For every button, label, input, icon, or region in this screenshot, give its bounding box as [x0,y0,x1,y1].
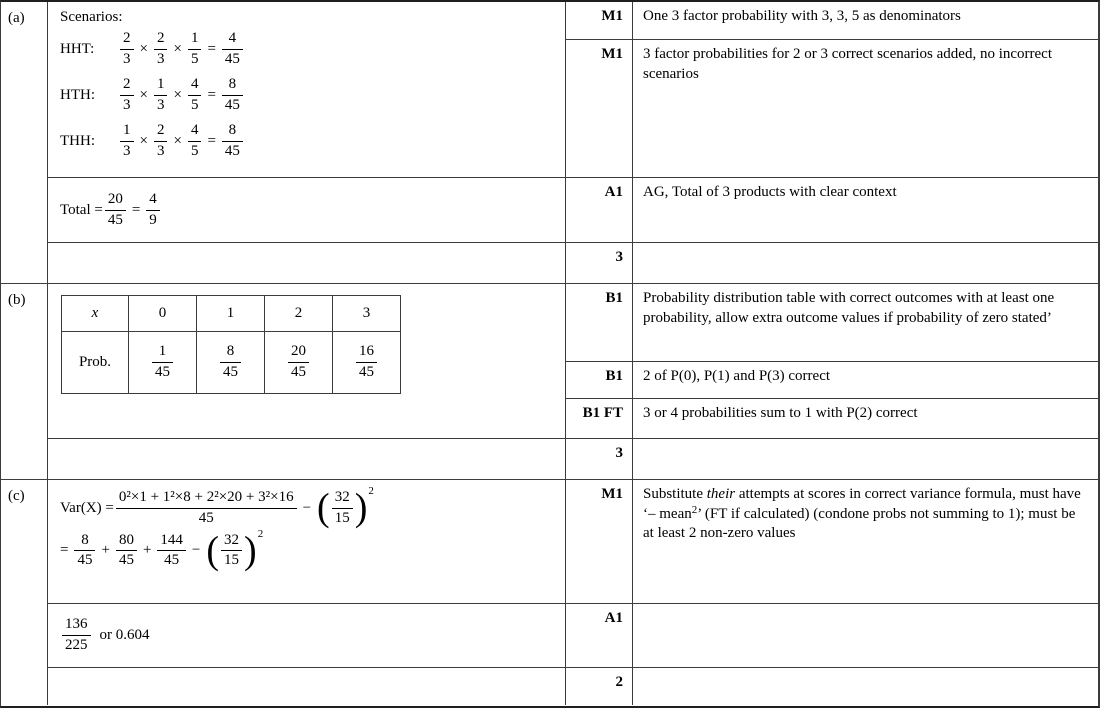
dist-header-row [62,296,401,332]
comment-a-2: 3 factor probabilities for 2 or 3 correct scenarios added, no incorrect scenarios [633,40,1098,178]
dist-x-value: 3 [333,296,401,332]
times-operator: × [173,86,182,103]
fraction: $\frac{136}{225}$ [62,617,91,654]
fraction: $\frac{\text{0²×1 + 1²×8 + 2²×20 + 3²×16}}{45}$ [116,490,297,527]
comment-segment-italic: their [706,486,736,502]
comment-c-3 [633,668,1098,705]
equals-operator: = [207,86,216,103]
comment-c-1 [633,480,1098,604]
minus-operator: − [302,499,312,516]
fraction: $\frac{1}{5}$ [188,31,202,68]
comment-a-3: AG, Total of 3 products with clear context [633,178,1098,243]
dist-prob-label: Prob. [62,332,129,394]
comment-segment: Substitute [643,486,707,502]
fraction: $\frac{32}{15}$ [221,533,242,570]
squared-parenthetical: ( $\frac{32}{15}$ ) 2 [317,485,374,530]
times-operator: × [173,132,182,149]
dist-prob-row [62,332,401,394]
fraction: $\frac{8}{45}$ [222,123,243,160]
plus-operator: + [101,542,110,559]
working-b-empty [48,439,566,479]
fraction: $\frac{144}{45}$ [157,533,186,570]
dist-x-label: x [62,296,129,332]
minus-operator: − [191,542,201,559]
comment-b-2: 2 of P(0), P(1) and P(3) correct [633,362,1098,399]
fraction: $\frac{1}{3}$ [120,123,134,160]
fraction: $\frac{4}{5}$ [188,77,202,114]
comment-a-4 [633,243,1098,283]
mark-a-1: M1 [566,2,633,40]
scenarios-title: Scenarios: [60,9,123,25]
fraction: $\frac{20}{45}$ [105,192,126,229]
comment-b-3: 3 or 4 probabilities sum to 1 with P(2) correct [633,399,1098,439]
dist-x-value: 1 [197,296,265,332]
equals-operator: = [131,201,141,218]
mark-a-total: 3 [566,243,633,283]
probability-distribution-table [61,295,401,394]
fraction: $\frac{1}{3}$ [154,77,168,114]
scenario-label: HTH: [60,86,95,103]
variance-formula-line [48,480,565,530]
scenario-label: THH: [60,132,95,149]
exponent: 2 [257,527,264,540]
dist-prob-value: $\frac{1}{45}$ [129,332,197,394]
working-a-empty [48,243,566,283]
scenario-label: HHT: [60,40,95,57]
section-c [1,479,1098,705]
equals-operator: = [207,40,216,57]
part-label-a: (a) [1,2,48,283]
squared-parenthetical: ( $\frac{32}{15}$ ) 2 [206,527,264,573]
times-operator: × [173,40,182,57]
equals-operator: = [60,542,69,559]
scenario-line-hht [48,26,565,72]
exponent: 2 [368,485,374,498]
total-label: Total = [60,201,103,218]
section-a [1,2,1098,283]
mark-c-2: A1 [566,604,633,668]
plus-operator: + [142,542,152,559]
mark-a-2: M1 [566,40,633,178]
mark-c-1: M1 [566,480,633,604]
equals-operator: = [207,132,216,149]
working-c-empty [48,668,566,705]
times-operator: × [139,40,148,57]
working-a-total [48,178,566,243]
comment-b-4 [633,439,1098,479]
dist-prob-value: $\frac{8}{45}$ [197,332,265,394]
scenario-line-hth [48,72,565,118]
fraction: $\frac{4}{9}$ [146,192,160,229]
working-c-variance [48,480,566,604]
mark-a-3: A1 [566,178,633,243]
comment-c-2 [633,604,1098,668]
working-c-result [48,604,566,668]
mark-b-total: 3 [566,439,633,479]
fraction: $\frac{2}{3}$ [154,31,168,68]
times-operator: × [139,132,148,149]
mark-c-total: 2 [566,668,633,705]
mark-b-1: B1 [566,284,633,362]
fraction: $\frac{4}{5}$ [188,123,202,160]
dist-x-value: 2 [265,296,333,332]
variance-expansion-line [48,527,565,573]
dist-x-value: 0 [129,296,197,332]
fraction: $\frac{4}{45}$ [222,31,243,68]
mark-b-3: B1 FT [566,399,633,439]
part-label-c: (c) [1,480,48,705]
fraction: $\frac{2}{3}$ [120,77,134,114]
total-line [48,178,565,242]
section-b [1,283,1098,479]
times-operator: × [139,86,148,103]
comment-superscript: 2 [691,503,698,516]
comment-b-1: Probability distribution table with correct outcomes with at least one probability, allow extra outcome values if probability of zero stated’ [633,284,1098,362]
result-decimal: or 0.604 [99,627,150,643]
working-a-scenarios [48,2,566,178]
comment-segment: ’ (FT if calculated) (condone probs not summing to 1); must be at least 2 non-zero values [643,505,1076,541]
fraction: $\frac{2}{3}$ [120,31,134,68]
scenario-line-thh [48,118,565,164]
var-lhs: Var(X) = [60,499,114,516]
comment-a-1: One 3 factor probability with 3, 3, 5 as denominators [633,2,1098,40]
fraction: $\frac{2}{3}$ [154,123,168,160]
mark-b-2: B1 [566,362,633,399]
fraction: $\frac{8}{45}$ [222,77,243,114]
fraction: $\frac{32}{15}$ [332,490,353,527]
working-b-dist-table [48,284,566,439]
comment-segment: attempts at scores in correct variance formula, must have ‘– mean [643,486,1081,522]
dist-prob-value: $\frac{20}{45}$ [265,332,333,394]
part-label-b: (b) [1,284,48,479]
fraction: $\frac{80}{45}$ [116,533,137,570]
result-line [48,604,565,667]
dist-prob-value: $\frac{16}{45}$ [333,332,401,394]
fraction: $\frac{8}{45}$ [74,533,95,570]
